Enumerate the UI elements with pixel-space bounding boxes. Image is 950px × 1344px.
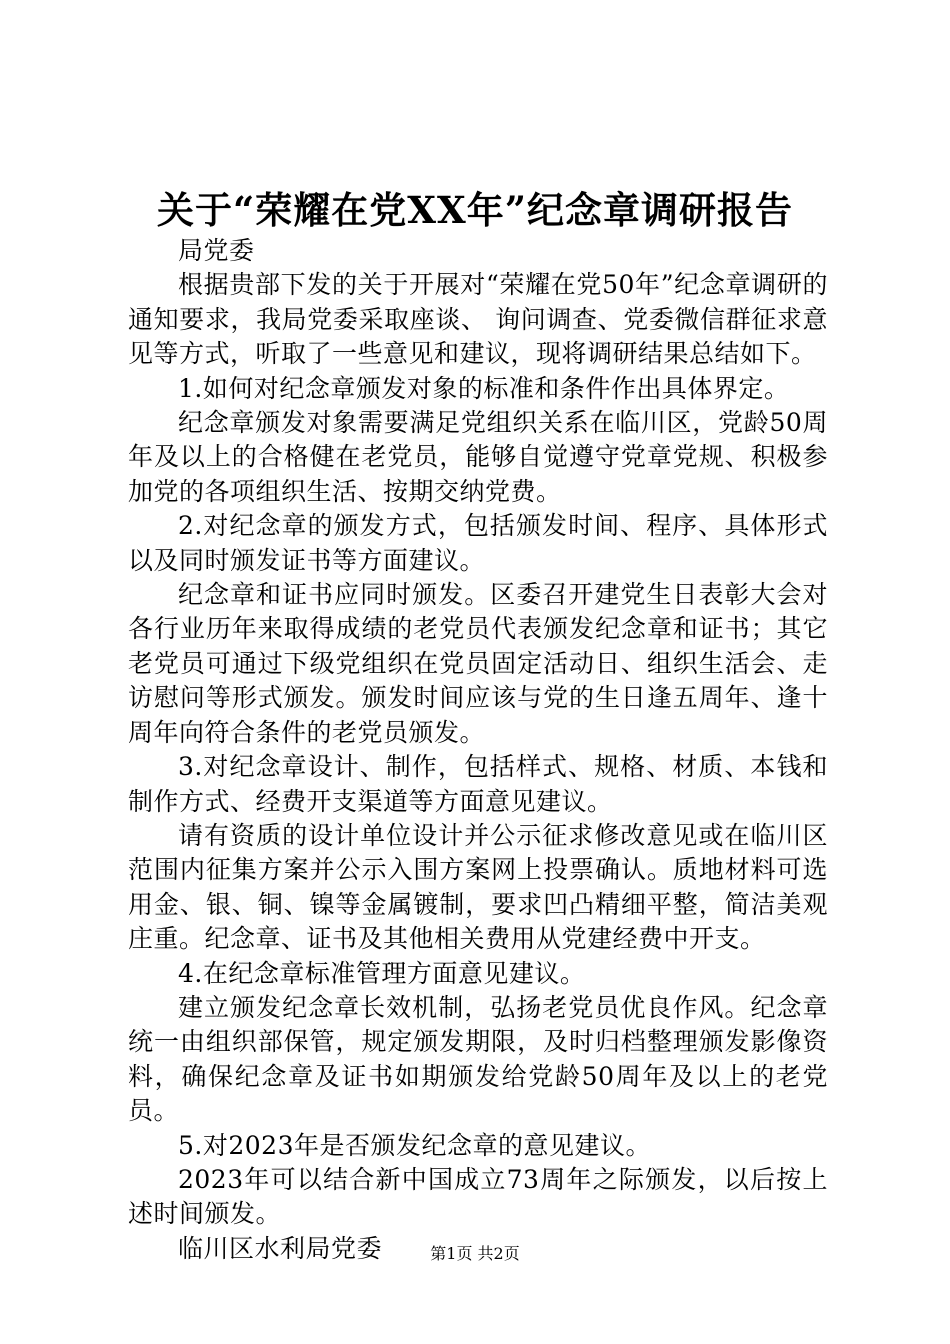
document-body [128,234,828,1266]
signature: 临川区水利局党委 [178,1233,383,1263]
document-title: 关于“荣耀在党XX年”纪念章调研报告 [157,188,793,232]
answer-4: 建立颁发纪念章长效机制，弘扬老党员优良作风。纪念章统一由组织部保管，规定颁发期限，及时归档整理颁发影像资料，确保纪念章及证书如期颁发给党龄50周年及以上的老党员。 [128,992,828,1126]
question-1: 1.如何对纪念章颁发对象的标准和条件作出具体界定。 [178,373,790,403]
question-2: 2.对纪念章的颁发方式，包括颁发时间、程序、具体形式以及同时颁发证书等方面建议。 [128,511,828,575]
answer-3: 请有资质的设计单位设计并公示征求修改意见或在临川区范围内征集方案并公示入围方案网上投票确认。质地材料可选用金、银、铜、镍等金属镀制，要求凹凸精细平整，简洁美观庄重。纪念章、证书及其他相关费用从党建经费中开支。 [128,820,828,954]
question-5: 5.对2023年是否颁发纪念章的意见建议。 [178,1130,651,1160]
question-4: 4.在纪念章标准管理方面意见建议。 [178,958,586,988]
answer-5: 2023年可以结合新中国成立73周年之际颁发，以后按上述时间颁发。 [128,1164,828,1229]
answer-2: 纪念章和证书应同时颁发。区委召开建党生日表彰大会对各行业历年来取得成绩的老党员代表颁发纪念章和证书；其它老党员可通过下级党组织在党员固定活动日、组织生活会、走访慰问等形式颁发。颁发时间应该与党的生日逢五周年、逢十周年向符合条件的老党员颁发。 [128,580,828,747]
page-number: 第1页 共2页 [430,1244,520,1263]
salutation: 局党委 [178,236,255,265]
question-3: 3.对纪念章设计、制作，包括样式、规格、材质、本钱和制作方式、经费开支渠道等方面意见建议。 [128,752,828,816]
answer-1: 纪念章颁发对象需要满足党组织关系在临川区，党龄50周年及以上的合格健在老党员，能够自觉遵守党章党规、积极参加党的各项组织生活、按期交纳党费。 [128,408,828,506]
intro-paragraph: 根据贵部下发的关于开展对“荣耀在党50年”纪念章调研的通知要求，我局党委采取座谈、 询问调查、党委微信群征求意见等方式，听取了一些意见和建议，现将调研结果总结如下。 [128,270,828,369]
